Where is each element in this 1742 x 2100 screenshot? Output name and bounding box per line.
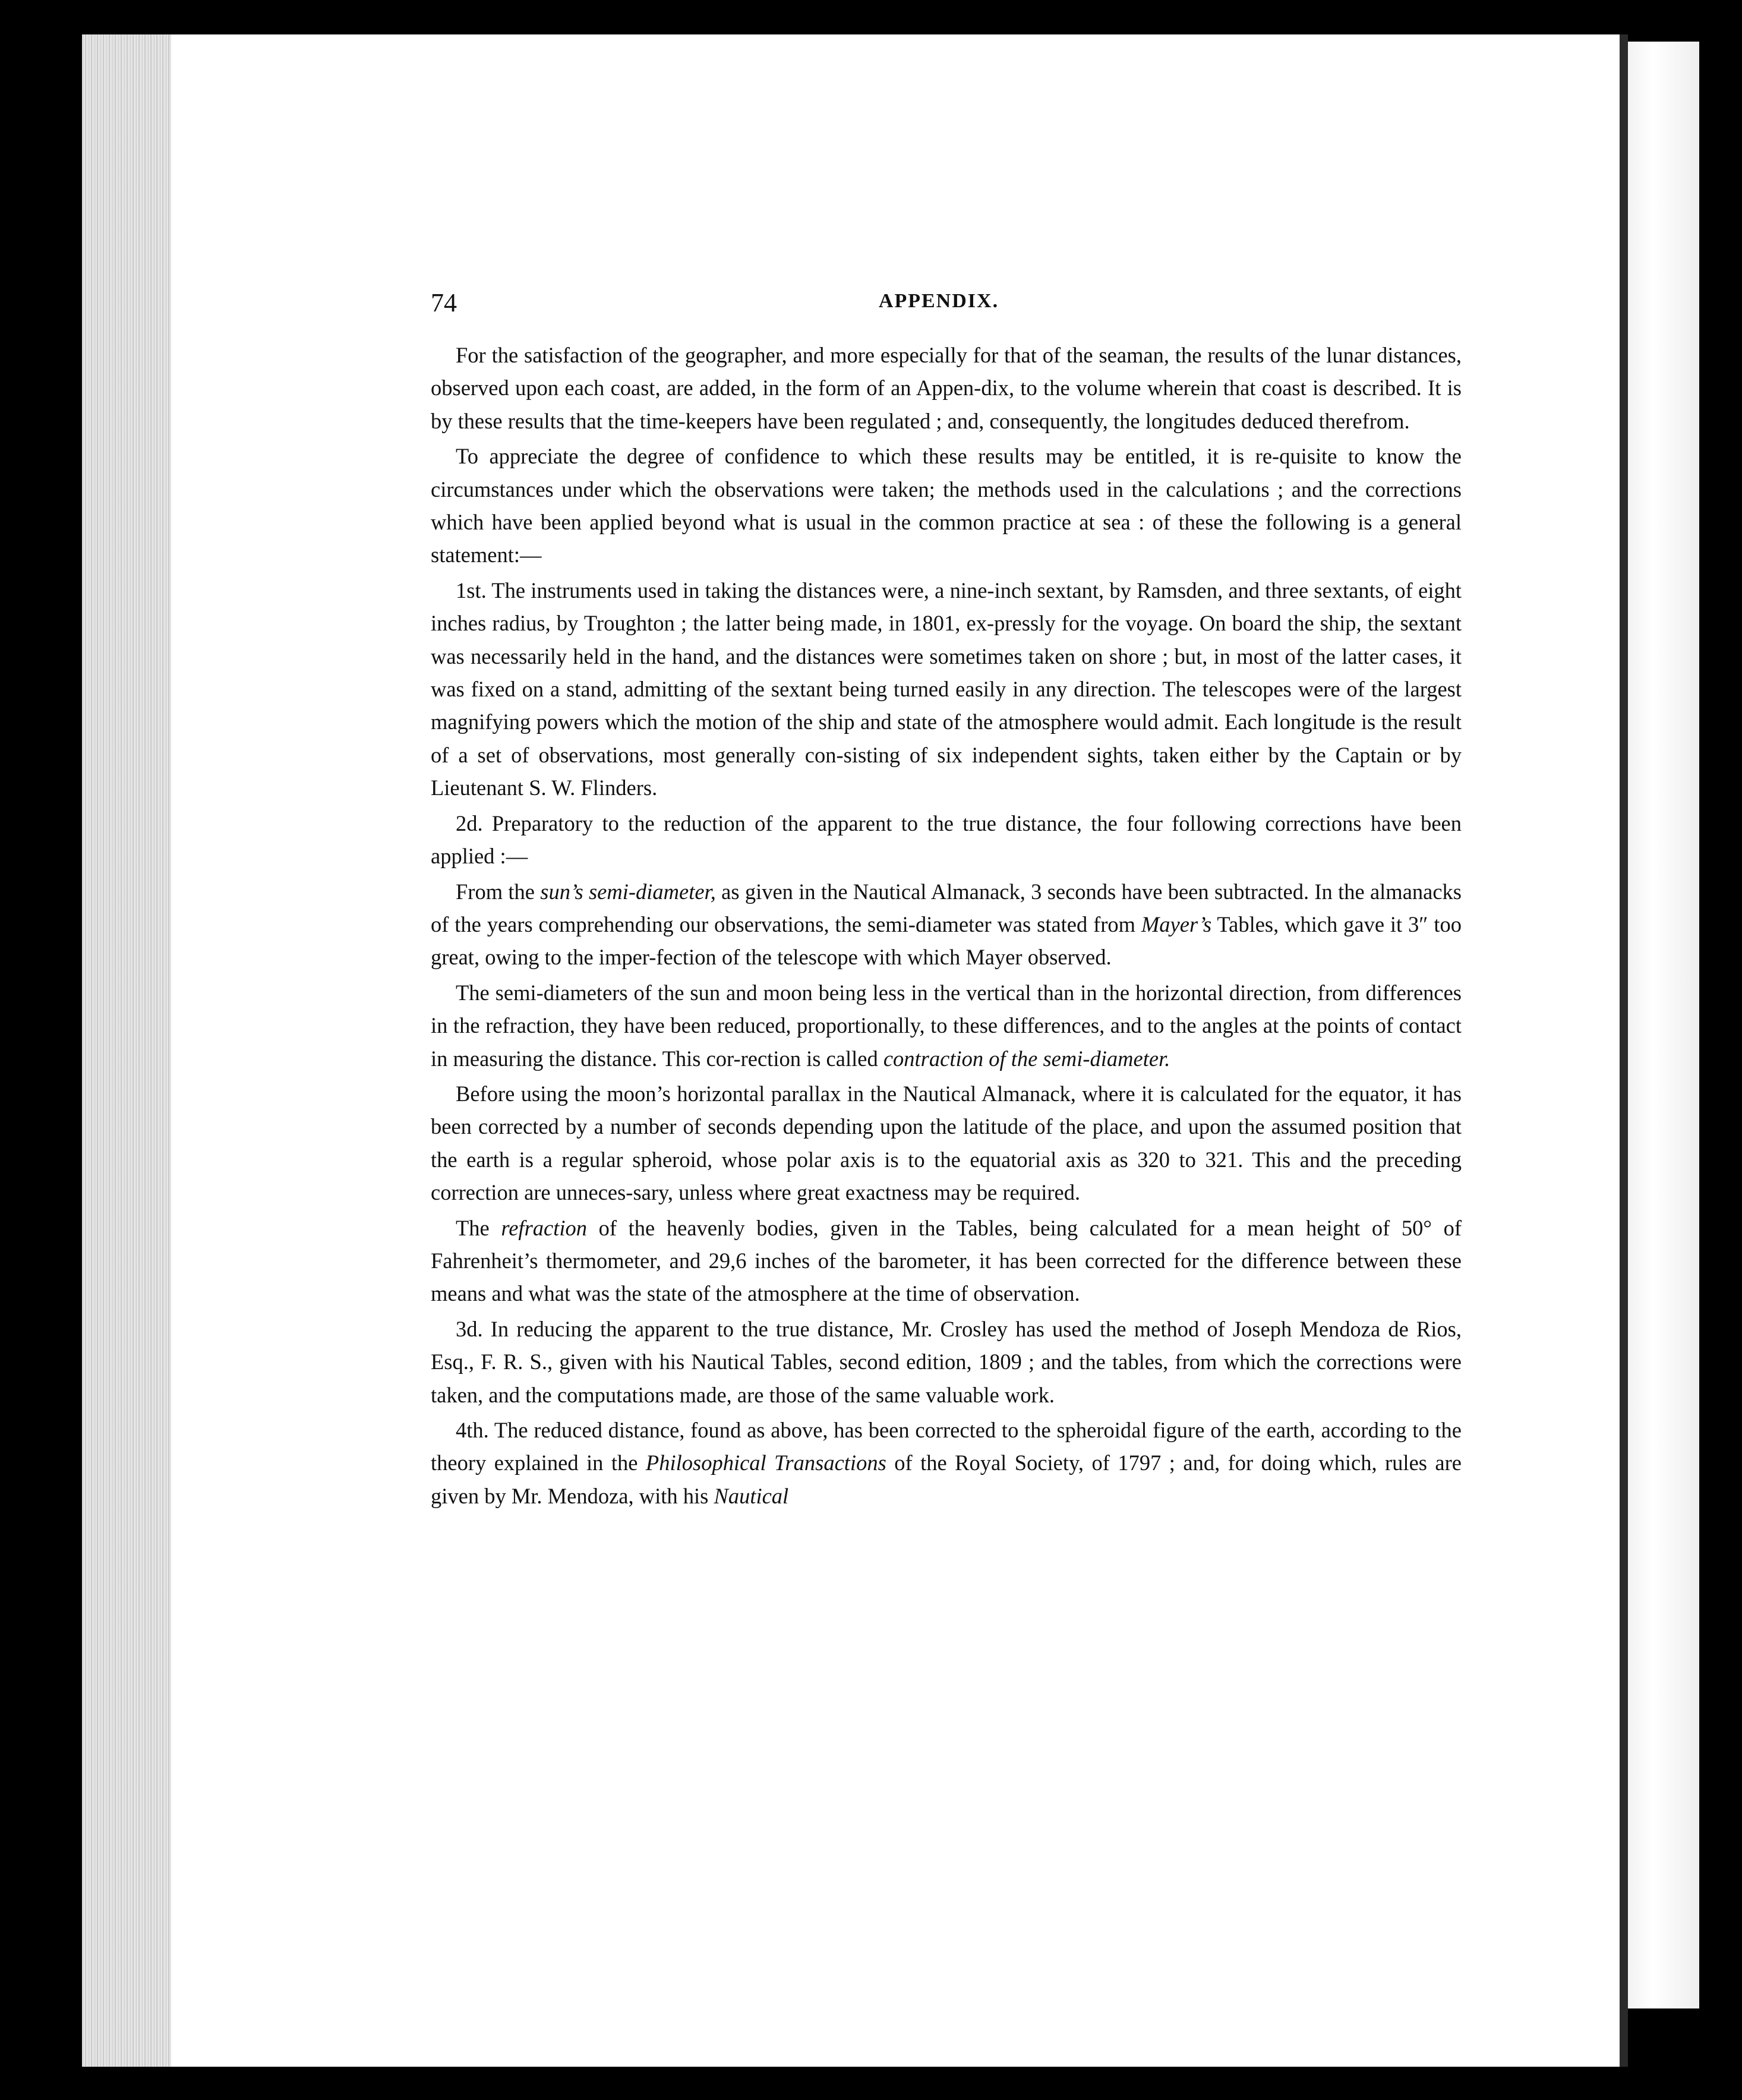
paragraph [431, 1212, 1462, 1310]
paragraph [431, 1414, 1462, 1512]
paragraph [431, 440, 1462, 572]
paragraph [431, 976, 1462, 1075]
page-number: 74 [431, 288, 457, 317]
paragraph [431, 1077, 1462, 1209]
paragraph [431, 339, 1462, 437]
text-run: Tables, which gave it 3″ too great, owing to the imper-fection of the telescope with which Mayer observed. [431, 912, 1462, 970]
page-gutter-right [1620, 34, 1628, 2067]
text-run: 3d. In reducing the apparent to the true distance, Mr. Crosley has used the method of Joseph Mendoza de Rios, Esq., F. R. S., given with his Nautical Tables, second edition, 1809 ; and the tables, from which the corrections were taken, and the computations made, are those of the same valuable work. [431, 1316, 1462, 1407]
text-run: For the satisfaction of the geographer, and more especially for that of the seaman, the results of the lunar distances, observed upon each coast, are added, in the form of an Appen-dix, to the volume wherein that coast is described. It is by these results that the time-keepers have been regulated ; and, consequently, the longitudes deduced therefrom. [431, 343, 1462, 433]
text-run: 4th. The reduced distance, found as above, has been corrected to the spheroidal figure of the earth, according to the theory explained in the [431, 1418, 1462, 1475]
paragraph [431, 875, 1462, 974]
text-run: From the [456, 879, 541, 904]
text-run: 1st. The instruments used in taking the distances were, a nine-inch sextant, by Ramsden, and three sextants, of eight inches radius, by Troughton ; the latter being made, in 1801, ex-pressly for the voyage. On board the ship, the sextant was necessarily held in the hand, and the distances were sometimes taken on shore ; but, in most of the latter cases, it was fixed on a stand, admitting of the sextant being turned easily in any direction. The telescopes were of the largest magnifying powers which the motion of the ship and state of the atmosphere would admit. Each longitude is the result of a set of observations, most generally con-sisting of six independent sights, taken either by the Captain or by Lieutenant S. W. Flinders. [431, 578, 1462, 800]
italic-text: contraction of the semi-diameter. [883, 1046, 1170, 1071]
text-run: as given in the Nautical Almanack, 3 seconds have been subtracted. In the almanacks of the years comprehending our observations, the semi-diameter was stated from [431, 879, 1462, 937]
body-text [431, 339, 1462, 1512]
text-run: of the Royal Society, of 1797 ; and, for doing which, rules are given by Mr. Mendoza, with his [431, 1451, 1462, 1508]
paragraph [431, 574, 1462, 805]
italic-text: Mayer’s [1141, 912, 1212, 937]
text-run: The [456, 1215, 501, 1240]
italic-text: Philosophical Transactions [645, 1451, 886, 1475]
italic-text: refraction [501, 1215, 588, 1240]
paragraph [431, 1313, 1462, 1411]
text-run: Before using the moon’s horizontal parallax in the Nautical Almanack, where it is calculated for the equator, it has been corrected by a number of seconds depending upon the latitude of the place, and upon the assumed position that the earth is a regular spheroid, whose polar axis is to the equatorial axis as 320 to 321. This and the preceding correction are unneces-sary, unless where great exactness may be required. [431, 1081, 1462, 1205]
text-run: To appreciate the degree of confidence to which these results may be entitled, it is re-quisite to know the circumstances under which the observations were taken; the methods used in the calculations ; and the corrections which have been applied beyond what is usual in the common practice at sea : of these the following is a general statement:— [431, 444, 1462, 567]
facing-page-edge-right [1628, 42, 1699, 2008]
italic-text: Nautical [714, 1483, 789, 1508]
italic-text: sun’s semi-diameter, [540, 879, 716, 904]
running-head [431, 288, 1447, 323]
paragraph [431, 807, 1462, 873]
running-head-title: APPENDIX. [878, 290, 999, 312]
text-run: of the heavenly bodies, given in the Tables, being calculated for a mean height of 50° of Fahrenheit’s thermometer, and 29,6 inches of the barometer, it has been corrected for the difference between these means and what was the state of the atmosphere at the time of observation. [431, 1215, 1462, 1306]
text-run: 2d. Preparatory to the reduction of the apparent to the true distance, the four following corrections have been applied :— [431, 811, 1462, 869]
book-page-edges-left [82, 34, 171, 2067]
text-run: The semi-diameters of the sun and moon being less in the vertical than in the horizontal direction, from differences in the refraction, they have been reduced, proportionally, to these differences, and to the angles at the points of contact in measuring the distance. This cor-rection is called [431, 980, 1462, 1071]
